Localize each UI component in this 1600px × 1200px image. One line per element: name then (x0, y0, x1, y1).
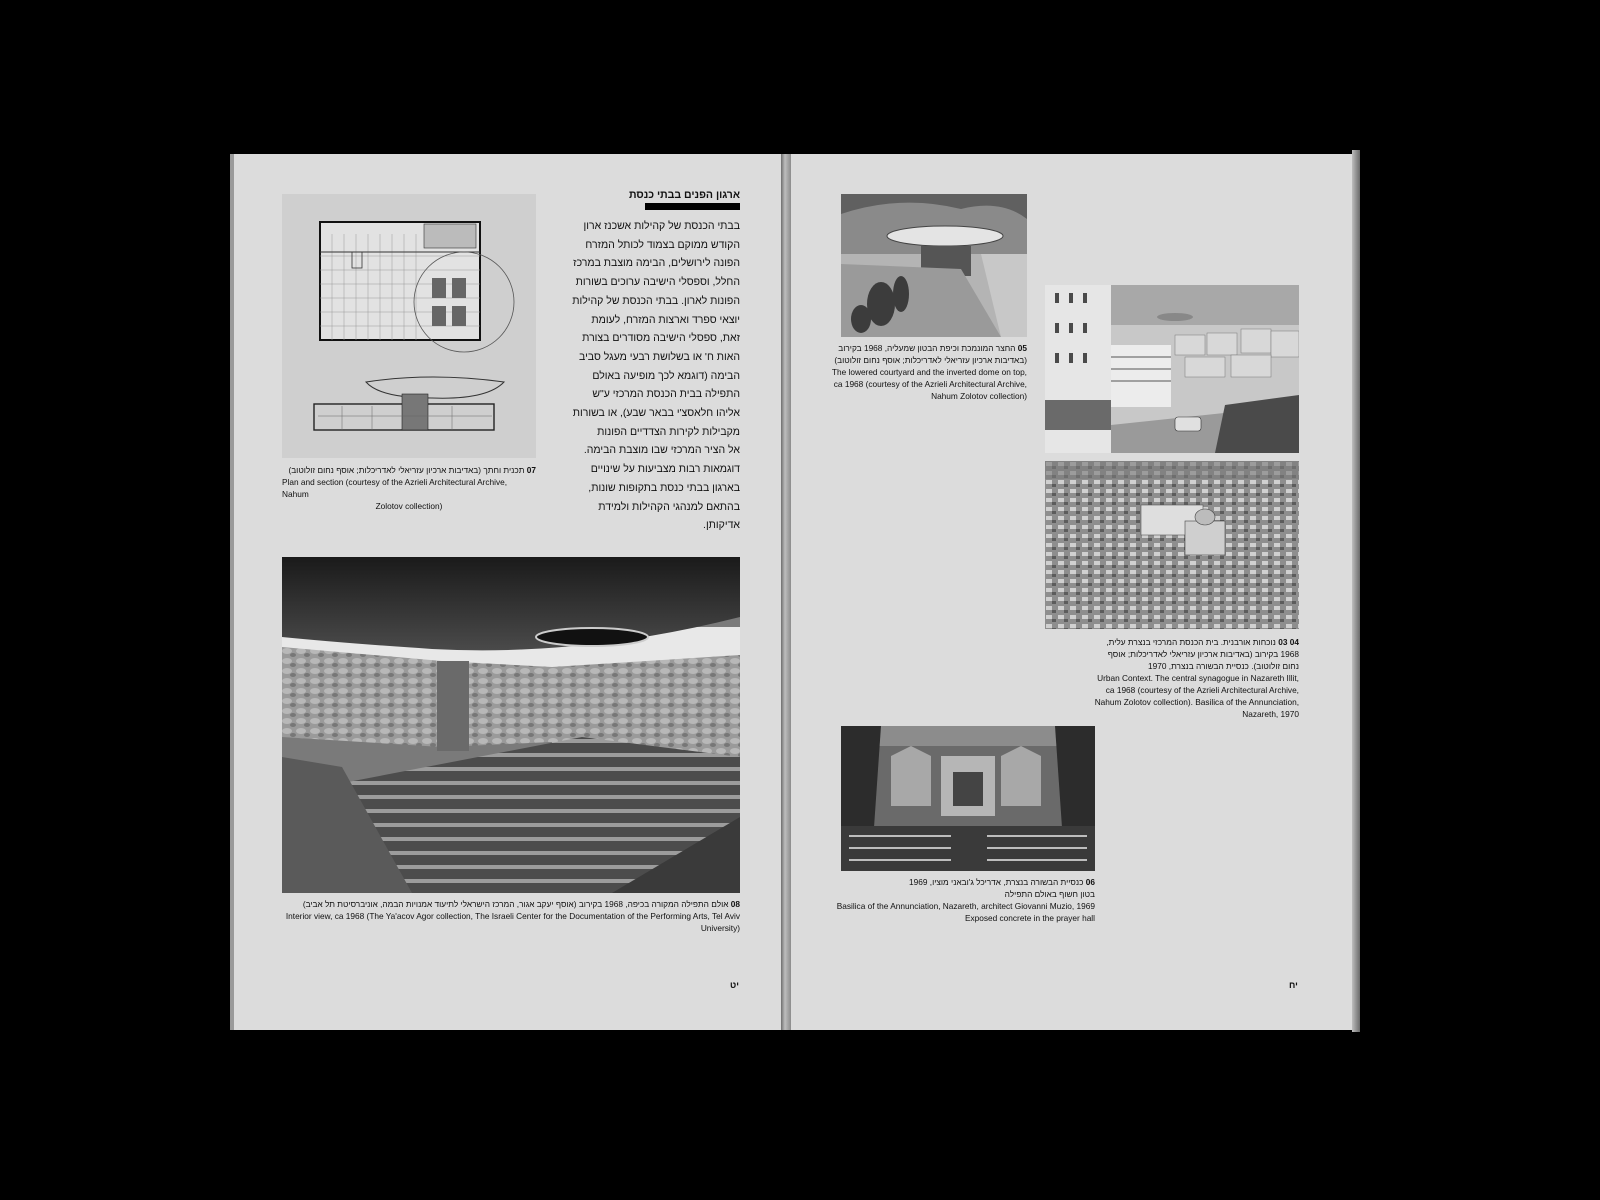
caption-06-english-1: Basilica of the Annunciation, Nazareth, architect Giovanni Muzio, 1969 (836, 901, 1095, 911)
heading-underline (645, 203, 740, 210)
body-text (548, 217, 740, 535)
body-line: האות ח' או בשלושת רבעי מעגל סביב (579, 350, 740, 363)
body-line: אדיקותן. (703, 519, 740, 532)
section-heading: ארגון הפנים בבתי כנסת (628, 189, 740, 201)
basilica-interior-photo (841, 726, 1095, 871)
caption-number: 08 (730, 899, 740, 909)
caption-text: נוכחות אורבנית. בית הכנסת המרכזי בנצרת עלית, (1106, 637, 1276, 647)
caption-03-04-english-2: ca 1968 (courtesy of the Azrieli Architectural Archive, (1105, 685, 1299, 695)
body-line: יוצאי ספרד וארצות המזרח, לעומת (591, 313, 740, 326)
caption-05-hebrew-1 (821, 342, 1027, 354)
body-line: הקודש ממוקם בצמוד לכותל המזרח (585, 238, 740, 251)
urban-context-photo (1045, 285, 1299, 453)
folio-left: יט (730, 980, 739, 990)
body-line: התפילה בבית הכנסת המרכזי ע"ש (592, 388, 740, 401)
caption-number: 06 (1085, 877, 1095, 887)
caption-07 (282, 464, 536, 512)
caption-08 (262, 898, 740, 934)
caption-number: 04 03 (1278, 637, 1299, 647)
body-line: מקבילות לקירות הצדדיים הפונות (597, 425, 740, 438)
caption-07-hebrew (282, 464, 536, 476)
caption-05-hebrew-2: (באדיבות ארכיון עזריאלי לאדריכלות; אוסף נחום זולוטוב) (834, 355, 1027, 365)
caption-03-04-english-3: Nahum Zolotov collection). Basilica of the Annunciation, (1094, 697, 1299, 707)
caption-08-hebrew (262, 898, 740, 910)
body-line: אל הציר המרכזי שבו מוצבת הבימה. (583, 444, 740, 457)
body-line: דוגמאות רבות מצביעות על שינויים (590, 463, 740, 476)
body-line: בארגון בבתי כנסת בתקופות שונות, (588, 481, 740, 494)
interior-photo (282, 557, 740, 893)
body-line: אליהו חלאסצ'י בבאר שבע), או בשורות (572, 407, 740, 420)
caption-03-04 (1071, 636, 1299, 720)
book-spine (781, 154, 791, 1030)
caption-08-english: Interior view, ca 1968 (The Ya'acov Agor collection, The Israeli Center for the Documentation of the Performing Arts, Tel Aviv University) (285, 911, 740, 933)
caption-06-hebrew-2: בטון חשוף באולם התפילה (1004, 889, 1095, 899)
caption-07-english-2: Zolotov collection) (375, 501, 443, 511)
caption-05 (821, 342, 1027, 402)
body-line: הפונה לירושלים, הבימה מוצבת במרכז (573, 257, 740, 270)
plan-section-drawing (282, 194, 536, 458)
caption-text: תכנית וחתך (באדיבות ארכיון עזריאלי לאדריכלות; אוסף נחום זולוטוב) (288, 465, 525, 475)
caption-07-english-1: Plan and section (courtesy of the Azrieli Architectural Archive, Nahum (282, 477, 508, 499)
caption-06-hebrew-1 (821, 876, 1095, 888)
body-line: זאת, ספסלי הישיבה מסודרים בצורת (582, 332, 740, 345)
nazareth-aerial-photo (1045, 461, 1299, 629)
page-edges (1352, 150, 1360, 1032)
caption-05-english-3: Nahum Zolotov collection) (931, 391, 1027, 401)
caption-05-english-1: The lowered courtyard and the inverted dome on top, (831, 367, 1027, 377)
caption-text: החצר המונמכת וכיפת הבטון שמעליה, 1968 בקירוב (838, 343, 1016, 353)
caption-03-04-hebrew-3: נחום זולוטוב). כנסיית הבשורה בנצרת, 1970 (1147, 661, 1299, 671)
caption-03-04-english-1: Urban Context. The central synagogue in Nazareth Illit, (1097, 673, 1299, 683)
body-line: הבימה (דוגמא לכך מופיעה באולם (592, 369, 740, 382)
body-line: בהתאם למנהגי הקהילות ולמידת (598, 500, 740, 513)
caption-number: 07 (526, 465, 536, 475)
folio-right: יח (1289, 980, 1298, 990)
caption-06-english-2: Exposed concrete in the prayer hall (964, 913, 1095, 923)
courtyard-photo (841, 194, 1027, 337)
caption-03-04-english-4: Nazareth, 1970 (1242, 709, 1299, 719)
caption-03-04-hebrew-2: 1968 בקירוב (באדיבות ארכיון עזריאלי לאדריכלות; אוסף (1107, 649, 1299, 659)
caption-text: אולם התפילה המקורה בכיפה, 1968 בקירוב (אוסף יעקב אגור, המרכז הישראלי לתיעוד אמנויות הבמה, אוניברסיטת תל אביב) (302, 899, 729, 909)
body-line: החלל, וספסלי הישיבה ערוכים בשורות (575, 276, 740, 289)
body-line: בבתי הכנסת של קהילות אשכנז ארון (583, 220, 740, 232)
caption-03-04-hebrew-1 (1071, 636, 1299, 648)
body-line: הפונות לארון. בבתי הכנסת של קהילות (572, 294, 740, 307)
caption-06 (821, 876, 1095, 924)
caption-text: כנסיית הבשורה בנצרת, אדריכל ג'ובאני מוציו, 1969 (908, 877, 1084, 887)
caption-05-english-2: ca 1968 (courtesy of the Azrieli Architectural Archive, (833, 379, 1027, 389)
caption-number: 05 (1017, 343, 1027, 353)
